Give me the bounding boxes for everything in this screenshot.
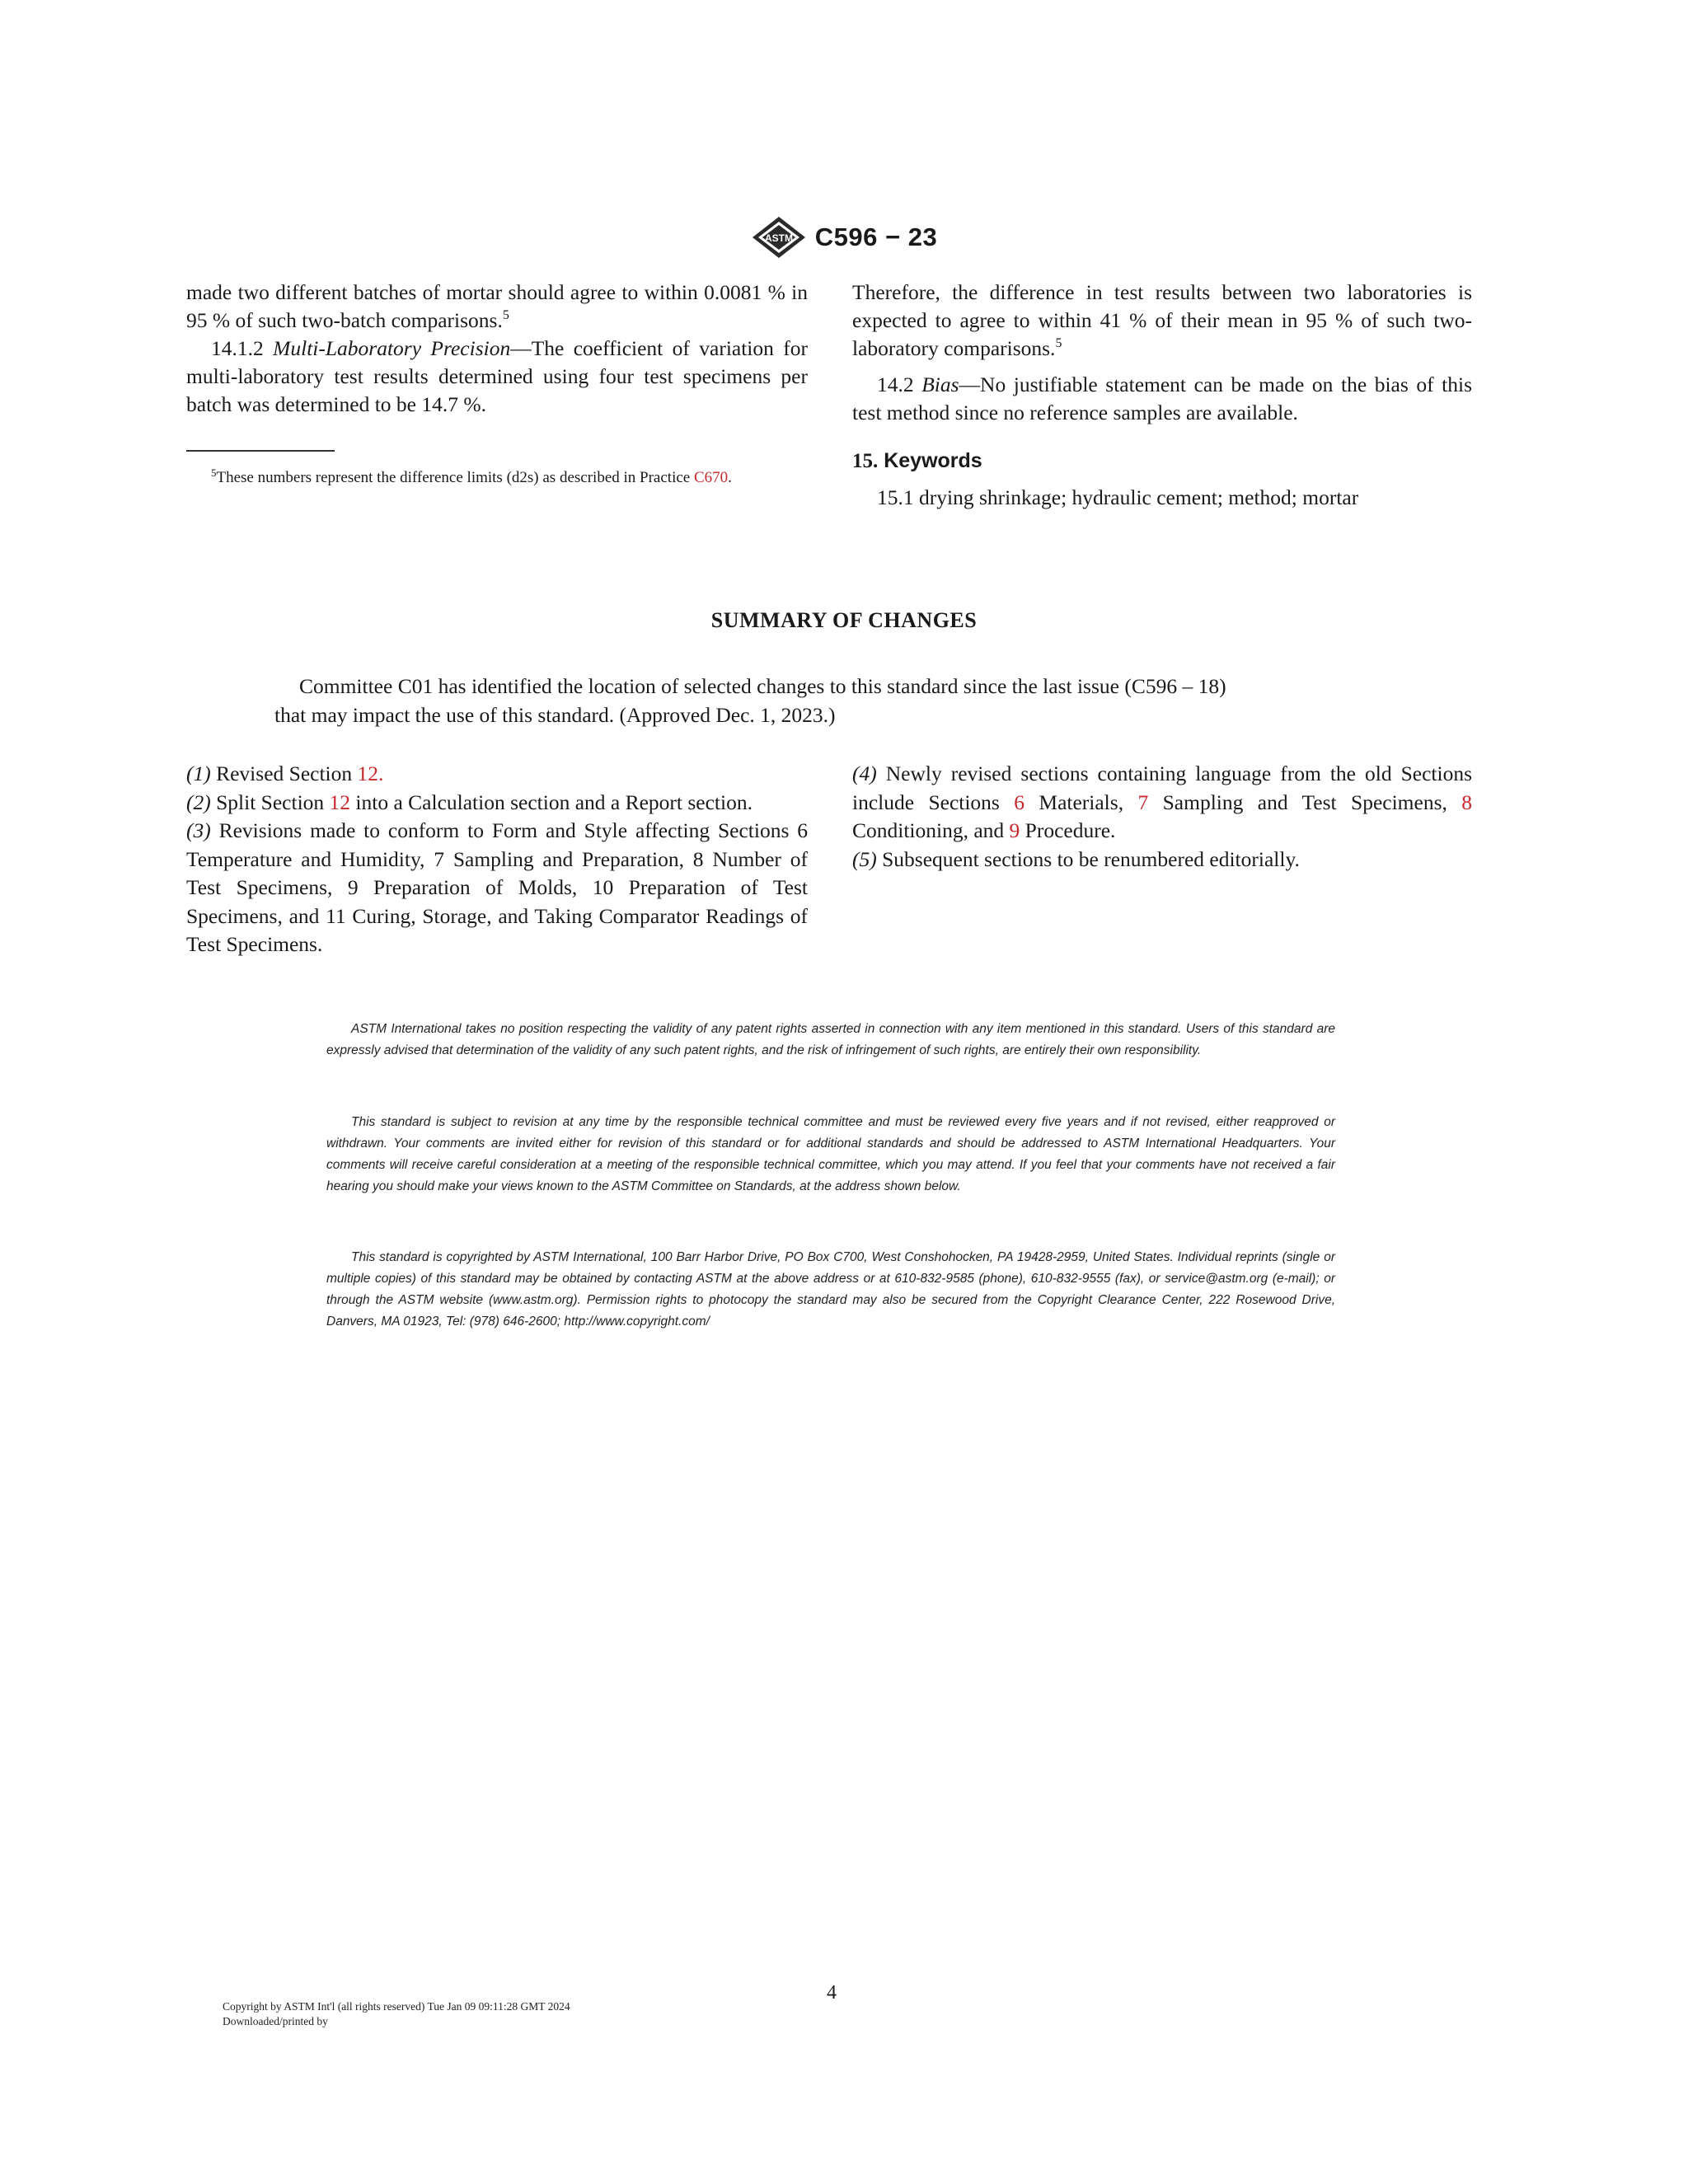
section-number: 14.1.2: [211, 336, 264, 360]
page-header: [0, 216, 1688, 259]
link-section-12[interactable]: 12: [329, 790, 351, 814]
keywords-heading: 15. Keywords: [852, 449, 982, 472]
change-item-3: (3) Revisions made to conform to Form and Style affecting Sections 6 Temperature and Humidity, 7 Sampling and Preparation, 8 Number of Test Specimens, 9 Preparation of Molds, 10 Preparation of Test Specimens, and 11 Curing, Storage, and Taking Comparator Readings of Test Specimens.: [186, 818, 808, 956]
link-section-9[interactable]: 9: [1009, 818, 1020, 842]
logo-text: ASTM: [764, 232, 793, 244]
standard-designation: C596 − 23: [814, 223, 938, 251]
paragraph-15-1: 15.1 drying shrinkage; hydraulic cement; method; mortar: [877, 485, 1359, 509]
paragraph-14-1-2: 14.1.2 Multi-Laboratory Precision—The coefficient of variation for multi-laboratory test results determined using four test specimens per batch was determined to be 14.7 %.: [186, 336, 808, 416]
change-item-4: (4) Newly revised sections containing language from the old Sections include Sections 6 Materials, 7 Sampling and Test Specimens, 8 Conditioning, and 9 Procedure.: [852, 762, 1473, 842]
paragraph-continuation-right: Therefore, the difference in test results between two laboratories is expected to agree to within 41 % of their mean in 95 % of such two-laboratory comparisons.$^5$: [852, 280, 1472, 360]
footnote-ref[interactable]: 5: [502, 308, 509, 322]
footnote-divider: [186, 450, 335, 452]
page-number: 4: [827, 1982, 837, 2004]
paragraph-14-2: 14.2 Bias—No justifiable statement can be made on the bias of this test method since no reference samples are available.: [852, 373, 1472, 424]
link-c670[interactable]: C670: [693, 469, 729, 486]
link-section-7[interactable]: 7: [1137, 790, 1149, 814]
section-number: 14.2: [877, 373, 914, 396]
link-section-12[interactable]: 12: [357, 762, 378, 785]
copyright-footer: Copyright by ASTM Int'l (all rights reserved) Tue Jan 09 09:11:28 GMT 2024 Downloaded/printed by: [223, 2000, 570, 2027]
section-title: Multi-Laboratory Precision: [273, 336, 511, 360]
right-column: [852, 279, 1472, 512]
summary-heading: SUMMARY OF CHANGES: [710, 608, 978, 632]
legal-revision-notice: This standard is subject to revision at any time by the responsible technical committee and must be reviewed every five years and if not revised, either reapproved or withdrawn. Your comments are invited either for revision of this standard or for additional standards and should be addressed to ASTM International Headquarters. Your comments will receive careful consideration at a meeting of the responsible technical committee, which you may attend. If you feel that your comments have not received a fair hearing you should make your views known to the ASTM Committee on Standards, at the address shown below.: [326, 1115, 1335, 1193]
link-section-6[interactable]: 6: [1014, 790, 1025, 814]
footnote-ref[interactable]: 5: [1055, 336, 1062, 350]
changes-right-column: [852, 760, 1472, 874]
left-column: [186, 279, 808, 419]
link-section-8[interactable]: 8: [1461, 790, 1473, 814]
change-item-2: (2) Split Section 12 into a Calculation section and a Report section.: [186, 790, 753, 814]
section-title: Bias: [921, 373, 959, 396]
footnote-5: $^5$These numbers represent the difference limits (d2s) as described in Practice C670.: [211, 466, 732, 486]
paragraph-continuation: made two different batches of mortar should agree to within 0.0081 % in 95 % of such two-batch comparisons.$^5$: [186, 280, 808, 332]
legal-patent-notice: ASTM International takes no position respecting the validity of any patent rights asserted in connection with any item mentioned in this standard. Users of this standard are expressly advised that determination of the validity of any such patent rights, and the risk of infringement of such rights, are entirely their own responsibility.: [326, 1022, 1335, 1057]
astm-logo-icon: [751, 216, 807, 259]
summary-intro: Committee C01 has identified the location of selected changes to this standard since the last issue (C596 – 18) that may impact the use of this standard. (Approved Dec. 1, 2023.): [274, 674, 1226, 727]
change-item-5: (5) Subsequent sections to be renumbered editorially.: [852, 846, 1300, 871]
legal-copyright-notice: This standard is copyrighted by ASTM International, 100 Barr Harbor Drive, PO Box C700, West Conshohocken, PA 19428-2959, United States. Individual reprints (single or multiple copies) of this standard may be obtained by contacting ASTM at the above address or at 610-832-9585 (phone), 610-832-9555 (fax), or service@astm.org (e-mail); or through the ASTM website (www.astm.org). Permission rights to photocopy the standard may also be secured from the Copyright Clearance Center, 222 Rosewood Drive, Danvers, MA 01923, Tel: (978) 646-2600; http://www.copyright.com/: [326, 1250, 1335, 1329]
change-item-1: (1) Revised Section 12.: [186, 762, 384, 785]
changes-left-column: [186, 760, 808, 959]
